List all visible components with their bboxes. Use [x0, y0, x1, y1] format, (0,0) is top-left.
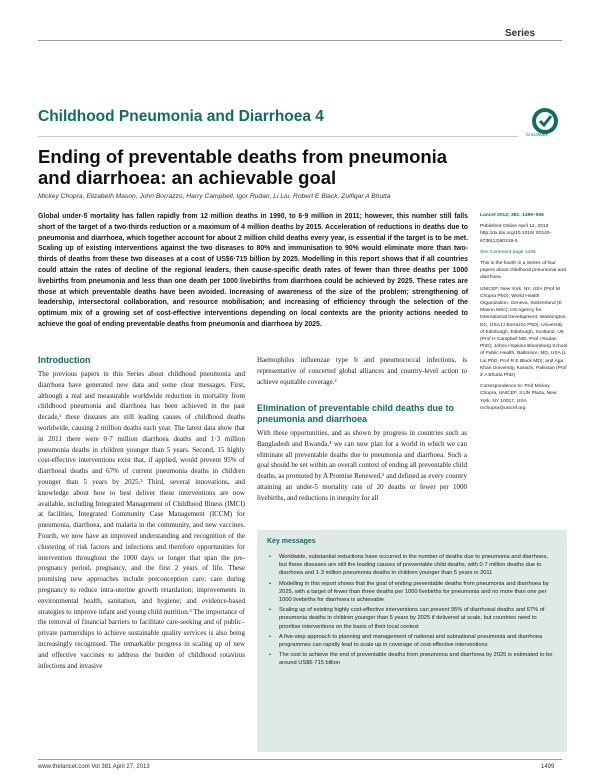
- key-messages-panel: [257, 530, 567, 752]
- see-comment-link[interactable]: See Comment page 1436: [480, 249, 536, 255]
- introduction-heading: Introduction: [38, 355, 91, 365]
- introduction-text: The previous papers in this Series about childhood pneumonia and diarrhoea have generated new data and some clear messages. First, although a real and measurable worldwide reduction in mortality from childhood pneumonia and diarrhoea has been achieved in the past decade,¹ these diseases are still leading causes of childhood deaths worldwide, causing 2 million deaths each year. The latest data show that in 2011 there were 0·7 million diarrhoea deaths and 1·3 million pneumonia deaths in children younger than 5 years. Second, 15 highly cost-effective interventions exist that, if applied, would prevent 95% of diarrhoeal deaths and 67% of current pneumonia deaths in children younger than 5 years by 2025.² Third, several innovations, and knowledge about how to best deliver these interventions are now available, including Integrated Management of Childhood Illness (IMCI) at facilities, Integrated Community Case Management (ICCM) for pneumonia, diarrhoea, and malaria in the community, and new vaccines. Fourth, we now have an improved understanding and recognition of the clustering of risk factors and infections and therefore opportunities for intervention throughout the 1000 days or longer that span the pre-pregnancy period, pregnancy, and the first 2 years of life. These promising new approaches include preconception care; care during pregnancy to reduce intra-uterine growth retardation; improvements in environmental health, sanitation, and hygiene; and evidence-based strategies to improve infant and young child nutrition.³ The importance of the removal of financial barriers to facilitate care-seeking and of public–private partnerships to achieve sustainable quality services is also being increasingly recognised. The remarkable progress in scaling up of new and effective vaccines to address the burden of childhood rotavirus infections and invasive: [38, 370, 245, 670]
- key-messages-title: Key messages: [267, 538, 316, 545]
- key-messages-list: [267, 553, 557, 668]
- footer-rule: [38, 759, 562, 760]
- abstract: Global under-5 mortality has fallen rapidly from 12 million deaths in 1990, to 6·9 million in 2011; however, this number still falls short of the target of a two-thirds reduction or a maximum of 4 million deaths by 2015. Acceleration of reductions in deaths due to pneumonia and diarrhoea, which together account for about 2 million child deaths every year, is essential if the target is to be met. Scaling up of existing interventions against the two diseases to 80% and immunisation to 90% would eliminate more than two-thirds of deaths from these two diseases at a cost of US$6·715 billion by 2025. Modelling in this report shows that if all countries could attain the rates of decline of the regional leaders, then cause-specific death rates of fewer than three deaths per 1000 livebirths from pneumonia and less than one death per 1000 livebirths from diarrhoea could be achieved by 2025. These rates are those at which preventable deaths have been avoided. Increasing of awareness of the size of the problem; strengthening of leadership, intersectoral collaboration, and resource mobilisation; and increasing of efficiency through the selection of the optimum mix of a growing set of cost-effective interventions depending on local contexts are the priority actions needed to achieve the goal of ending preventable deaths from pneumonia and diarrhoea by 2025.: [38, 213, 468, 328]
- page-number: 1499: [541, 764, 555, 770]
- series-label: Series: [505, 28, 536, 39]
- footer-journal: www.thelancet.com Vol 381 April 27, 2013: [38, 764, 150, 770]
- elimination-heading: Elimination of preventable child deaths due to pneumonia and diarrhoea: [257, 403, 455, 424]
- title-rule: [38, 136, 518, 137]
- author-list: Mickey Chopra, Elizabeth Mason, John Borrazzo, Harry Campbell, Igor Rudan, Li Liu, Robert E Black, Zulfiqar A Bhutta: [38, 193, 391, 200]
- article-sidebar: [480, 212, 568, 416]
- middle-column: [257, 355, 467, 524]
- left-column: [38, 355, 245, 729]
- key-message-item: • Worldwide, substantial reductions have occurred in the number of deaths due to pneumonia and diarrhoea, but these diseases are still the leading causes of preventable child deaths, with 0·7 million deaths due to diarrhoea and 1·3 million pneumonia deaths in children younger than 5 years in 2011: [267, 553, 557, 578]
- article-title: Ending of preventable deaths from pneumonia and diarrhoea: an achievable goal: [38, 146, 448, 188]
- elimination-text: With these opportunities, and as shown by progress in countries such as Bangladesh and Rwanda,⁴ we can now plan for a world in which we can eliminate all preventable deaths due to pneumonia and diarrhoea. Such a goal should be set within an overall context of ending all preventable child deaths, as promoted by A Promise Renewed,⁵ and defined as every country attaining an under-5 mortality rate of 20 deaths or fewer per 1000 livebirths, and reductions in inequity for all: [257, 429, 467, 502]
- series-title: Childhood Pneumonia and Diarrhoea 4: [38, 108, 324, 125]
- key-message-item: • Scaling up of existing highly cost-effective interventions can prevent 95% of diarrhoeal deaths and 67% of pneumonia deaths in children younger than 5 years by 2025 if delivered at scale, but countries need to prioritise interventions on the basis of their local context: [267, 606, 557, 631]
- key-message-item: • The cost to achieve the end of preventable deaths from pneumonia and diarrhoea by 2025 is estimated to be around US$6·715 billion: [267, 651, 557, 667]
- key-message-item: • A five-step approach to planning and management of national and subnational pneumonia and diarrhoea programmes can rapidly lead to scale up in coverage of cost-effective interventions: [267, 633, 557, 649]
- published-online[interactable]: Published Online April 12, 2013 http://dx.doi.org/10.1016/ S0140-6736(13)60319-0: [480, 224, 552, 244]
- key-message-item: • Modelling in this report shows that the goal of ending preventable deaths from pneumonia and diarrhoea by 2025, with a target of fewer than three deaths per 1000 livebirths for pneumonia and no more than one per 1000 livebirths for diarrhoea is achievable: [267, 580, 557, 605]
- correspondence: Correspondence to: Prof Mickey Chopra, UNICEF, 3 UN Plaza, New York, NY 10017, USA mchopra@unicef.org: [480, 384, 557, 411]
- series-note: This is the fourth in a Series of four papers about childhood pneumonia and diarrhoea: [480, 261, 566, 281]
- journal-reference: Lancet 2013; 381: 1499–506: [480, 213, 544, 218]
- crossmark-label: CrossMark: [526, 132, 548, 137]
- header-rule: [38, 40, 562, 41]
- continued-text: Haemophilus influenzae type b and pneumococcal infections, is representative of concerted global alliances and country-level action to achieve equitable coverage.²: [257, 356, 467, 386]
- author-affiliations: UNICEF, New York, NY, USA (Prof M Chopra PhD); World Health Organization, Geneva, Switzerland (E Mason MSc); US Agency for International Development, Washington, DC, USA (J Borrazzo PhD); University of Edinburgh, Edinburgh, Scotland, UK (Prof H Campbell MD, Prof I Rudan PhD); Johns Hopkins Bloomberg School of Public Health, Baltimore, MD, USA (L Liu PhD, Prof R E Black MD); and Aga Khan University, Karachi, Pakistan (Prof Z A Bhutta PhD): [480, 286, 568, 379]
